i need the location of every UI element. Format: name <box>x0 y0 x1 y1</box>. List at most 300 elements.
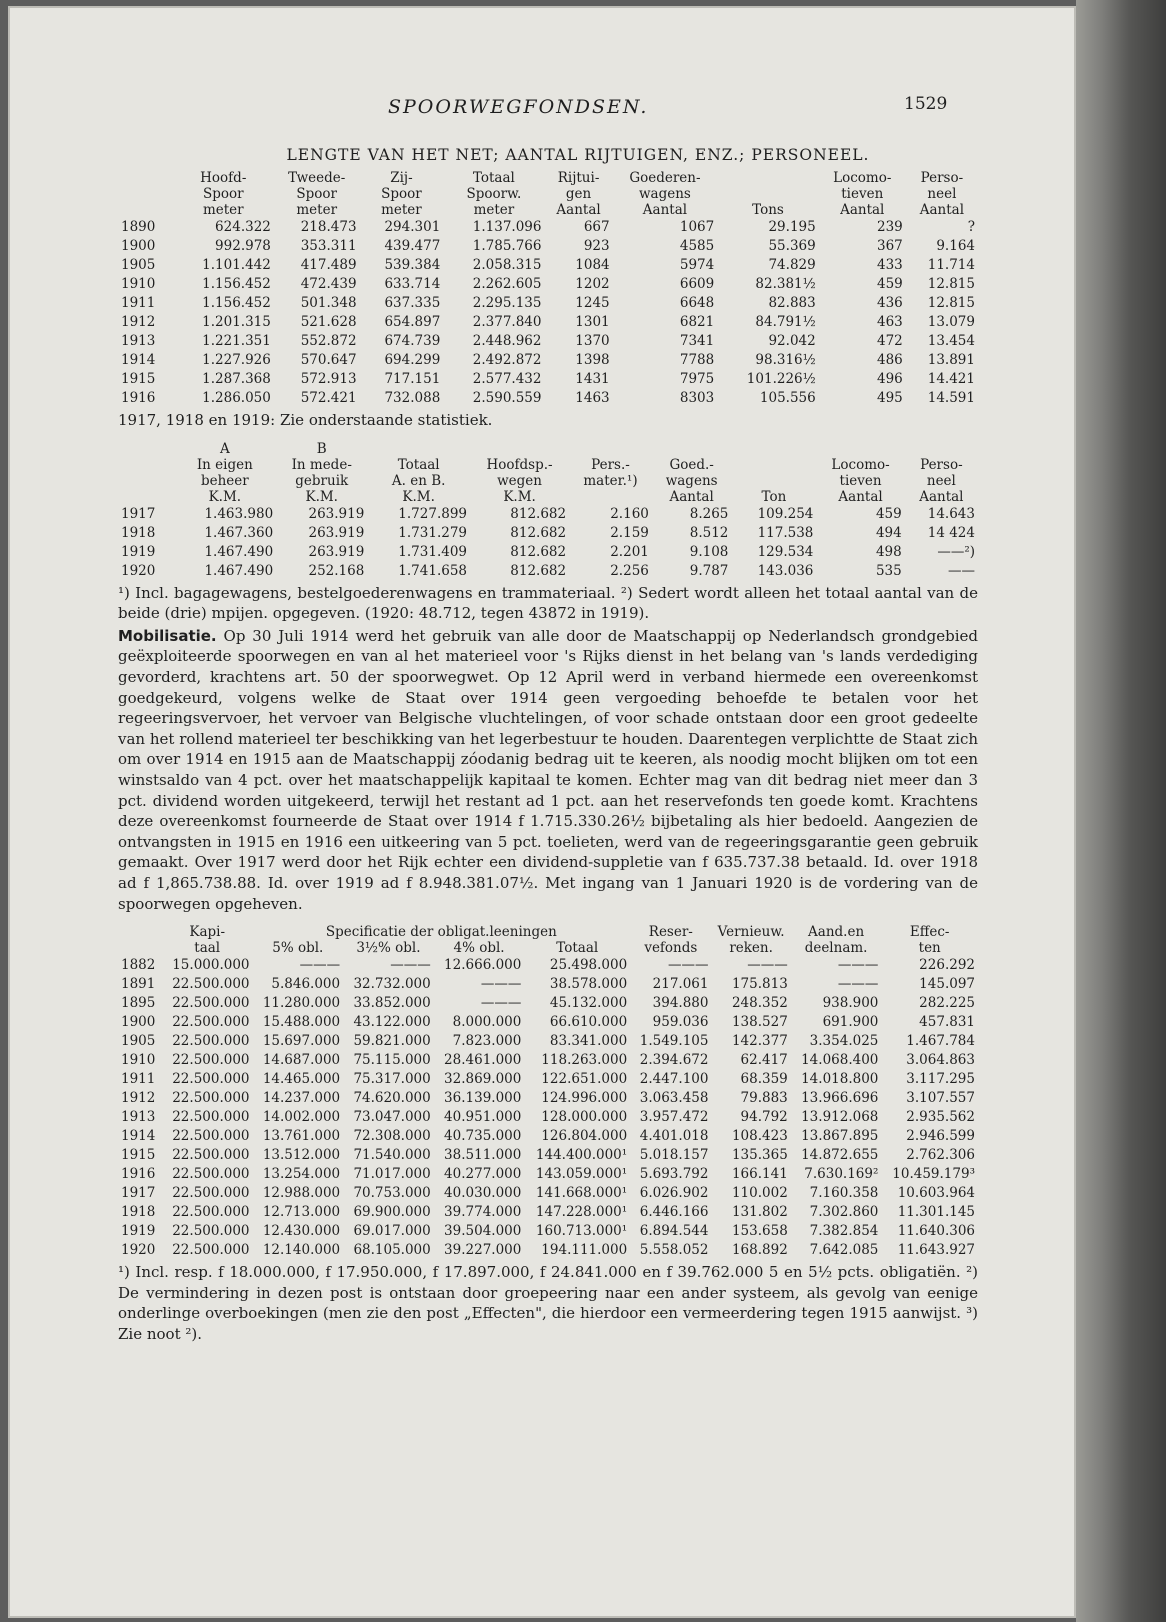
table-row <box>118 543 978 562</box>
table-cell: 7.823.000 <box>452 1033 522 1050</box>
table-cell: 117.538 <box>757 524 814 541</box>
table-cell: 22.500.000 <box>172 1242 250 1259</box>
table-row <box>118 975 978 994</box>
table-cell: 263.919 <box>308 505 365 522</box>
table-cell: 40.735.000 <box>444 1128 522 1145</box>
table-cell: 38.511.000 <box>444 1147 522 1164</box>
table-cell: 138.527 <box>731 1014 788 1031</box>
table-cell: 6.446.166 <box>639 1204 709 1221</box>
table-cell: 12.815 <box>927 276 975 292</box>
table-cell: 40.030.000 <box>444 1185 522 1202</box>
table-cell: 71.540.000 <box>353 1147 431 1164</box>
row-year: 1919 <box>121 543 156 560</box>
table-cell: ? <box>967 219 975 235</box>
table-cell: 22.500.000 <box>172 1128 250 1145</box>
t2-col-8-h1: Perso- <box>920 456 963 473</box>
table-cell: ——— <box>390 957 431 974</box>
table-cell: 282.225 <box>919 995 975 1012</box>
table-cell: 128.000.000 <box>541 1109 628 1126</box>
t3-col-8-h2: ten <box>918 940 941 957</box>
table-cell: 22.500.000 <box>172 1166 250 1183</box>
t2-col-7-h3: Aantal <box>838 488 883 505</box>
row-year: 1900 <box>121 238 156 254</box>
table-cell: 14.237.000 <box>262 1090 341 1107</box>
table-cell: 691.900 <box>822 1014 879 1031</box>
table-cell: 2.946.599 <box>906 1128 975 1145</box>
table-cell: 495 <box>877 390 903 406</box>
table-cell: 110.002 <box>731 1185 788 1202</box>
table-cell: 22.500.000 <box>172 995 250 1012</box>
table-cell: 674.739 <box>384 333 441 349</box>
table-cell: 1.467.490 <box>204 543 274 560</box>
table-row <box>118 1051 978 1070</box>
table-cell: 6.894.544 <box>639 1223 709 1240</box>
table-cell: 12.430.000 <box>262 1223 341 1240</box>
table-cell: 1202 <box>575 276 610 292</box>
table-cell: 14.068.400 <box>801 1052 879 1069</box>
table-cell: 1.287.368 <box>202 371 271 387</box>
table-cell: 144.400.000¹ <box>535 1147 628 1164</box>
table-row <box>118 218 978 237</box>
table-cell: 654.897 <box>384 314 441 330</box>
table-cell: 129.534 <box>757 543 814 560</box>
t2-col-0-h1: In eigen <box>196 456 253 473</box>
t1-col-8-h3: Aantal <box>919 202 965 218</box>
table-cell: 367 <box>877 238 903 254</box>
table-cell: 69.017.000 <box>353 1223 431 1240</box>
table-row <box>118 1089 978 1108</box>
table-cell: 3.063.458 <box>639 1090 709 1107</box>
t2-col-3-h1: Hoofdsp.- <box>486 456 553 473</box>
t1-col-8-h2: neel <box>927 186 957 202</box>
t2-col-3-h3: K.M. <box>503 488 536 505</box>
t2-col-5-h1: Goed.- <box>669 456 714 473</box>
table-cell: ——— <box>667 957 709 974</box>
table-cell: 539.384 <box>384 257 441 273</box>
t3-col-5-h2: vefonds <box>644 940 698 957</box>
table-cell: 74.620.000 <box>353 1090 431 1107</box>
table-cell: 4585 <box>679 238 715 254</box>
table-cell: 1.221.351 <box>202 333 271 349</box>
row-year: 1919 <box>121 1223 156 1240</box>
table-cell: 1.727.899 <box>398 505 468 522</box>
table-cell: 10.603.964 <box>897 1185 975 1202</box>
table-cell: 6821 <box>679 314 715 330</box>
row-year: 1910 <box>121 276 156 292</box>
t3-col-6-h2: reken. <box>729 940 773 957</box>
t2-col-7-h2: tieven <box>839 472 882 489</box>
t2-col-3-h2: wegen <box>497 472 542 489</box>
table-cell: 472 <box>877 333 903 349</box>
table-cell: 124.996.000 <box>541 1090 628 1107</box>
table-cell: 7.630.169² <box>804 1166 879 1183</box>
document-page <box>8 6 1076 1618</box>
table-cell: 12.815 <box>927 295 975 311</box>
table-cell: 2.935.562 <box>906 1109 975 1126</box>
table-cell: 1.785.766 <box>472 238 542 254</box>
table-cell: 9.108 <box>689 543 729 560</box>
t2-col-6-h1 <box>731 457 816 473</box>
table-cell: 1.467.784 <box>906 1033 975 1050</box>
t1-col-7-h2: tieven <box>841 186 884 202</box>
table-row <box>118 505 978 524</box>
table-row <box>118 256 978 275</box>
t1-col-5-h1: Goederen- <box>629 170 701 186</box>
table-cell: 3.107.557 <box>906 1090 975 1107</box>
table-cell: 1.463.980 <box>204 505 274 522</box>
table-cell: 68.359 <box>740 1071 788 1088</box>
table-cell: 1.156.452 <box>202 295 271 311</box>
table-cell: 633.714 <box>384 276 441 292</box>
table-row <box>118 994 978 1013</box>
table-cell: 13.891 <box>927 352 975 368</box>
table-cell: 1084 <box>575 257 610 273</box>
table-row <box>118 1127 978 1146</box>
row-year: 1916 <box>121 390 156 406</box>
table-cell: 8.512 <box>689 524 729 541</box>
t2-col-0-h3: K.M. <box>208 488 242 505</box>
table2-header-row-3 <box>118 489 978 505</box>
table-cell: 7.382.854 <box>809 1223 879 1240</box>
table-cell: 11.640.306 <box>897 1223 975 1240</box>
table-cell: 436 <box>877 295 903 311</box>
table-cell: 8.265 <box>689 505 729 522</box>
table-cell: 1301 <box>575 314 610 330</box>
t3-col-5-h1: Reser- <box>648 924 693 941</box>
table-cell: 353.311 <box>300 238 357 254</box>
table-row <box>118 562 978 581</box>
row-year: 1912 <box>121 314 156 330</box>
table-cell: 239 <box>877 219 903 235</box>
table-cell: 667 <box>583 219 610 235</box>
table-cell: 433 <box>877 257 903 273</box>
table2-header-row-1 <box>118 457 978 473</box>
table-row <box>118 294 978 313</box>
t2-col-0-h2: beheer <box>200 472 249 489</box>
t1-col-7-h1: Locomo- <box>833 170 892 186</box>
table-cell: 145.097 <box>919 976 975 993</box>
table-cell: 3.064.863 <box>906 1052 975 1069</box>
row-year: 1914 <box>121 1128 156 1145</box>
t2-col-8-h3: Aantal <box>919 488 964 505</box>
table-cell: 1.549.105 <box>639 1033 709 1050</box>
table-row <box>118 956 978 975</box>
table-cell: 439.477 <box>384 238 441 254</box>
t2-col-5-h2: wagens <box>665 472 718 489</box>
table-cell: 94.792 <box>740 1109 788 1126</box>
t3-col-7-h2: deelnam. <box>804 940 868 957</box>
table-cell: 14.687.000 <box>262 1052 341 1069</box>
t1-col-7-h3: Aantal <box>840 202 885 218</box>
row-year: 1913 <box>121 333 156 349</box>
table-cell: 143.036 <box>757 562 814 579</box>
table-cell: 2.159 <box>610 524 649 541</box>
table-cell: 74.829 <box>768 257 816 273</box>
row-year: 1918 <box>121 524 156 541</box>
row-year: 1912 <box>121 1090 156 1107</box>
t1-col-6-h1 <box>717 170 818 186</box>
table-cell: 22.500.000 <box>172 1090 250 1107</box>
table-cell: 13.761.000 <box>262 1128 341 1145</box>
t1-col-1-h2: Spoor <box>296 186 338 202</box>
table-cell: 101.226½ <box>746 371 816 387</box>
table-cell: 109.254 <box>757 505 814 522</box>
table-cell: 36.139.000 <box>444 1090 522 1107</box>
table-cell: 5.693.792 <box>639 1166 709 1183</box>
table-cell: 572.421 <box>300 390 357 406</box>
table-cell: 2.377.840 <box>472 314 542 330</box>
table-cell: 40.951.000 <box>444 1109 522 1126</box>
table-row <box>118 1032 978 1051</box>
table-cell: 22.500.000 <box>172 1052 250 1069</box>
table-cell: 2.762.306 <box>906 1147 975 1164</box>
table-cell: 75.115.000 <box>353 1052 431 1069</box>
row-year: 1891 <box>121 976 156 993</box>
table-cell: 105.556 <box>759 390 816 406</box>
table-cell: 14.643 <box>927 505 975 522</box>
row-year: 1910 <box>121 1052 156 1069</box>
table1-header-row-2 <box>118 186 978 202</box>
table-cell: 13.867.895 <box>801 1128 879 1145</box>
table-cell: 147.228.000¹ <box>535 1204 628 1221</box>
row-year: 1920 <box>121 562 156 579</box>
table-cell: 39.504.000 <box>444 1223 522 1240</box>
table-row <box>118 1241 978 1260</box>
table-cell: 1.101.442 <box>202 257 271 273</box>
t1-col-4-h1: Rijtui- <box>557 170 600 186</box>
table-cell: ——— <box>480 995 522 1012</box>
table-cell: 494 <box>875 524 902 541</box>
row-year: 1890 <box>121 219 156 235</box>
table3-header-row-2 <box>118 940 978 956</box>
table-cell: 12.988.000 <box>262 1185 341 1202</box>
t2-col-4-h0 <box>569 441 652 457</box>
t2-col-5-h3: Aantal <box>669 488 714 505</box>
table1-title: LENGTE VAN HET NET; AANTAL RIJTUIGEN, ENZ.; PERSONEEL. <box>286 146 870 164</box>
table-cell: 1.137.096 <box>472 219 542 235</box>
table-cell: 6609 <box>679 276 715 292</box>
t1-col-3-h1: Totaal <box>472 170 515 186</box>
table-cell: 1.731.279 <box>398 524 468 541</box>
row-year: 1917 <box>121 1185 156 1202</box>
table-row <box>118 1013 978 1032</box>
table-cell: 263.919 <box>308 543 365 560</box>
t3-col-1-h2: 5% obl. <box>272 940 324 957</box>
table-cell: 43.122.000 <box>353 1014 431 1031</box>
t3-col-3-h2: 4% obl. <box>453 940 505 957</box>
table-cell: 1.156.452 <box>202 276 271 292</box>
t1-col-0-h2: Spoor <box>202 186 244 202</box>
table-cell: 12.666.000 <box>444 957 522 974</box>
page-content <box>118 146 978 1346</box>
table-row <box>118 237 978 256</box>
table-cell: 25.498.000 <box>549 957 628 974</box>
table-cell: 938.900 <box>822 995 879 1012</box>
table-cell: 14.591 <box>927 390 975 406</box>
table-cell: 218.473 <box>300 219 357 235</box>
table-cell: 498 <box>875 543 902 560</box>
table-cell: 9.164 <box>936 238 975 254</box>
table3-header-row-1 <box>118 924 978 940</box>
table-cell: 13.254.000 <box>262 1166 341 1183</box>
table-cell: 732.088 <box>384 390 441 406</box>
table-row <box>118 313 978 332</box>
table-cell: 39.774.000 <box>444 1204 522 1221</box>
table-cell: 252.168 <box>308 562 365 579</box>
table-cell: 5974 <box>679 257 715 273</box>
table2-header-row-2 <box>118 473 978 489</box>
table-cell: 717.151 <box>384 371 441 387</box>
table-cell: 248.352 <box>731 995 788 1012</box>
t2-col-4-h1: Pers.- <box>591 456 630 473</box>
table1-footer: 1917, 1918 en 1919: Zie onderstaande statistiek. <box>118 411 493 429</box>
table-cell: 1.467.490 <box>204 562 274 579</box>
table-network-length <box>118 170 978 408</box>
t3-col-6-h1: Vernieuw. <box>717 924 785 941</box>
table-cell: 14 424 <box>927 524 975 541</box>
table-cell: 22.500.000 <box>172 1223 250 1240</box>
table-row <box>118 1184 978 1203</box>
t1-col-5-h3: Aantal <box>642 202 688 218</box>
table-cell: 959.036 <box>652 1014 709 1031</box>
table-cell: 143.059.000¹ <box>535 1166 628 1183</box>
table-cell: 5.018.157 <box>639 1147 709 1164</box>
t2-col-5-h0 <box>652 441 732 457</box>
table-row <box>118 275 978 294</box>
table-cell: 73.047.000 <box>353 1109 431 1126</box>
table-cell: ——— <box>837 976 879 993</box>
row-year: 1913 <box>121 1109 156 1126</box>
table-row <box>118 1146 978 1165</box>
table-cell: 4.401.018 <box>639 1128 709 1145</box>
t3-col-0-h2: taal <box>194 940 221 957</box>
table-cell: 552.872 <box>300 333 357 349</box>
mobilisatie-paragraph <box>118 626 978 914</box>
table-cell: 194.111.000 <box>541 1242 628 1259</box>
table-cell: 1.467.360 <box>204 524 274 541</box>
table-cell: 11.643.927 <box>897 1242 975 1259</box>
t3-col-0-h1: Kapi- <box>189 924 226 941</box>
table-cell: 10.459.179³ <box>892 1166 975 1183</box>
obligation-group-header: Specificatie der obligat.leeningen <box>325 924 557 941</box>
t1-col-6-h3: Tons <box>752 202 784 218</box>
t3-col-8-h1: Effec- <box>909 924 950 941</box>
table-cell: 1.731.409 <box>398 543 468 560</box>
row-year: 1882 <box>121 957 156 974</box>
t2-col-7-h1: Locomo- <box>831 456 890 473</box>
table-cell: 923 <box>583 238 610 254</box>
t1-col-1-h1: Tweede- <box>288 170 346 186</box>
table-cell: 22.500.000 <box>172 1147 250 1164</box>
table-cell: 417.489 <box>300 257 357 273</box>
table-cell: 71.017.000 <box>353 1166 431 1183</box>
t2-col-4-h3 <box>569 489 652 505</box>
row-year: 1914 <box>121 352 156 368</box>
row-year: 1905 <box>121 257 156 273</box>
table-cell: 11.280.000 <box>262 995 341 1012</box>
table-capital <box>118 924 978 1260</box>
table-cell: 70.753.000 <box>353 1185 431 1202</box>
table-cell: 2.492.872 <box>472 352 542 368</box>
row-year: 1915 <box>121 1147 156 1164</box>
table-cell: 2.058.315 <box>472 257 542 273</box>
table-cell: 15.000.000 <box>172 957 250 974</box>
t1-col-5-h2: wagens <box>639 186 691 202</box>
table-cell: 122.651.000 <box>541 1071 628 1088</box>
table-cell: 472.439 <box>300 276 357 292</box>
table-cell: 13.512.000 <box>262 1147 341 1164</box>
t2-col-2-h0 <box>367 441 470 457</box>
row-year: 1911 <box>121 1071 156 1088</box>
t2-col-1-h3: K.M. <box>305 488 338 505</box>
table-cell: 40.277.000 <box>444 1166 522 1183</box>
table-cell: 2.447.100 <box>639 1071 709 1088</box>
table-cell: 1.741.658 <box>398 562 468 579</box>
table-cell: 992.978 <box>215 238 271 254</box>
table-cell: 1.227.926 <box>202 352 271 368</box>
table-cell: 2.201 <box>610 543 649 560</box>
table-cell: 1398 <box>575 352 610 368</box>
table-cell: 175.813 <box>731 976 788 993</box>
page-header <box>8 94 1076 124</box>
table-cell: ——— <box>299 957 341 974</box>
table1-header-row-3 <box>118 202 978 218</box>
table-cell: 6.026.902 <box>639 1185 709 1202</box>
table-cell: 29.195 <box>768 219 816 235</box>
table-cell: 92.042 <box>768 333 816 349</box>
t1-col-3-h2: Spoorw. <box>466 186 522 202</box>
table-cell: 12.140.000 <box>262 1242 341 1259</box>
t1-col-0-h3: meter <box>202 202 244 218</box>
table3-footnotes: ¹) Incl. resp. f 18.000.000, f 17.950.000, f 17.897.000, f 24.841.000 en f 39.762.000 5 en 5½ pcts. obligatiën. ²) De vermindering in dezen post is ontstaan door groepeering naar een ander systeem, als gevolg van eenige onderlinge overboekingen (men zie den post „Effecten", die hierdoor een vermeerdering tegen 1915 aanwijst. ³) Zie noot ²). <box>118 1263 978 1343</box>
table-cell: 14.002.000 <box>262 1109 341 1126</box>
table-cell: 75.317.000 <box>353 1071 431 1088</box>
table-cell: ——²) <box>937 543 975 560</box>
table-cell: 72.308.000 <box>353 1128 431 1145</box>
table-cell: 1245 <box>575 295 610 311</box>
table-cell: 7975 <box>679 371 715 387</box>
table-cell: 22.500.000 <box>172 1204 250 1221</box>
table-cell: 7.642.085 <box>809 1242 879 1259</box>
table-cell: 13.079 <box>927 314 975 330</box>
table-cell: 142.377 <box>731 1033 788 1050</box>
t1-col-4-h3: Aantal <box>556 202 601 218</box>
table-row <box>118 351 978 370</box>
table-cell: 2.394.672 <box>639 1052 709 1069</box>
table-cell: 7788 <box>679 352 715 368</box>
t2-col-6-h0 <box>731 441 816 457</box>
table-cell: 637.335 <box>384 295 441 311</box>
table-cell: 2.262.605 <box>472 276 542 292</box>
table-cell: 168.892 <box>731 1242 788 1259</box>
table-row <box>118 1203 978 1222</box>
table-cell: 812.682 <box>510 562 567 579</box>
table-cell: 22.500.000 <box>172 1014 250 1031</box>
row-year: 1916 <box>121 1166 156 1183</box>
table2-footnotes: ¹) Incl. bagagewagens, bestelgoederenwagens en trammateriaal. ²) Sedert wordt alleen het totaal aantal van de beide (drie) mpijen. opgegeven. (1920: 48.712, tegen 43872 in 1919). <box>118 583 978 623</box>
table-cell: 22.500.000 <box>172 976 250 993</box>
mobilisatie-heading: Mobilisatie. <box>118 626 217 645</box>
table-cell: 135.365 <box>731 1147 788 1164</box>
table-row <box>118 1222 978 1241</box>
table-cell: 22.500.000 <box>172 1071 250 1088</box>
table-row <box>118 1070 978 1089</box>
table-cell: 55.369 <box>768 238 816 254</box>
table-cell: 394.880 <box>652 995 709 1012</box>
table-cell: 13.912.068 <box>801 1109 879 1126</box>
t2-col-1-h2: gebruik <box>295 472 349 489</box>
table-cell: 496 <box>877 371 903 387</box>
